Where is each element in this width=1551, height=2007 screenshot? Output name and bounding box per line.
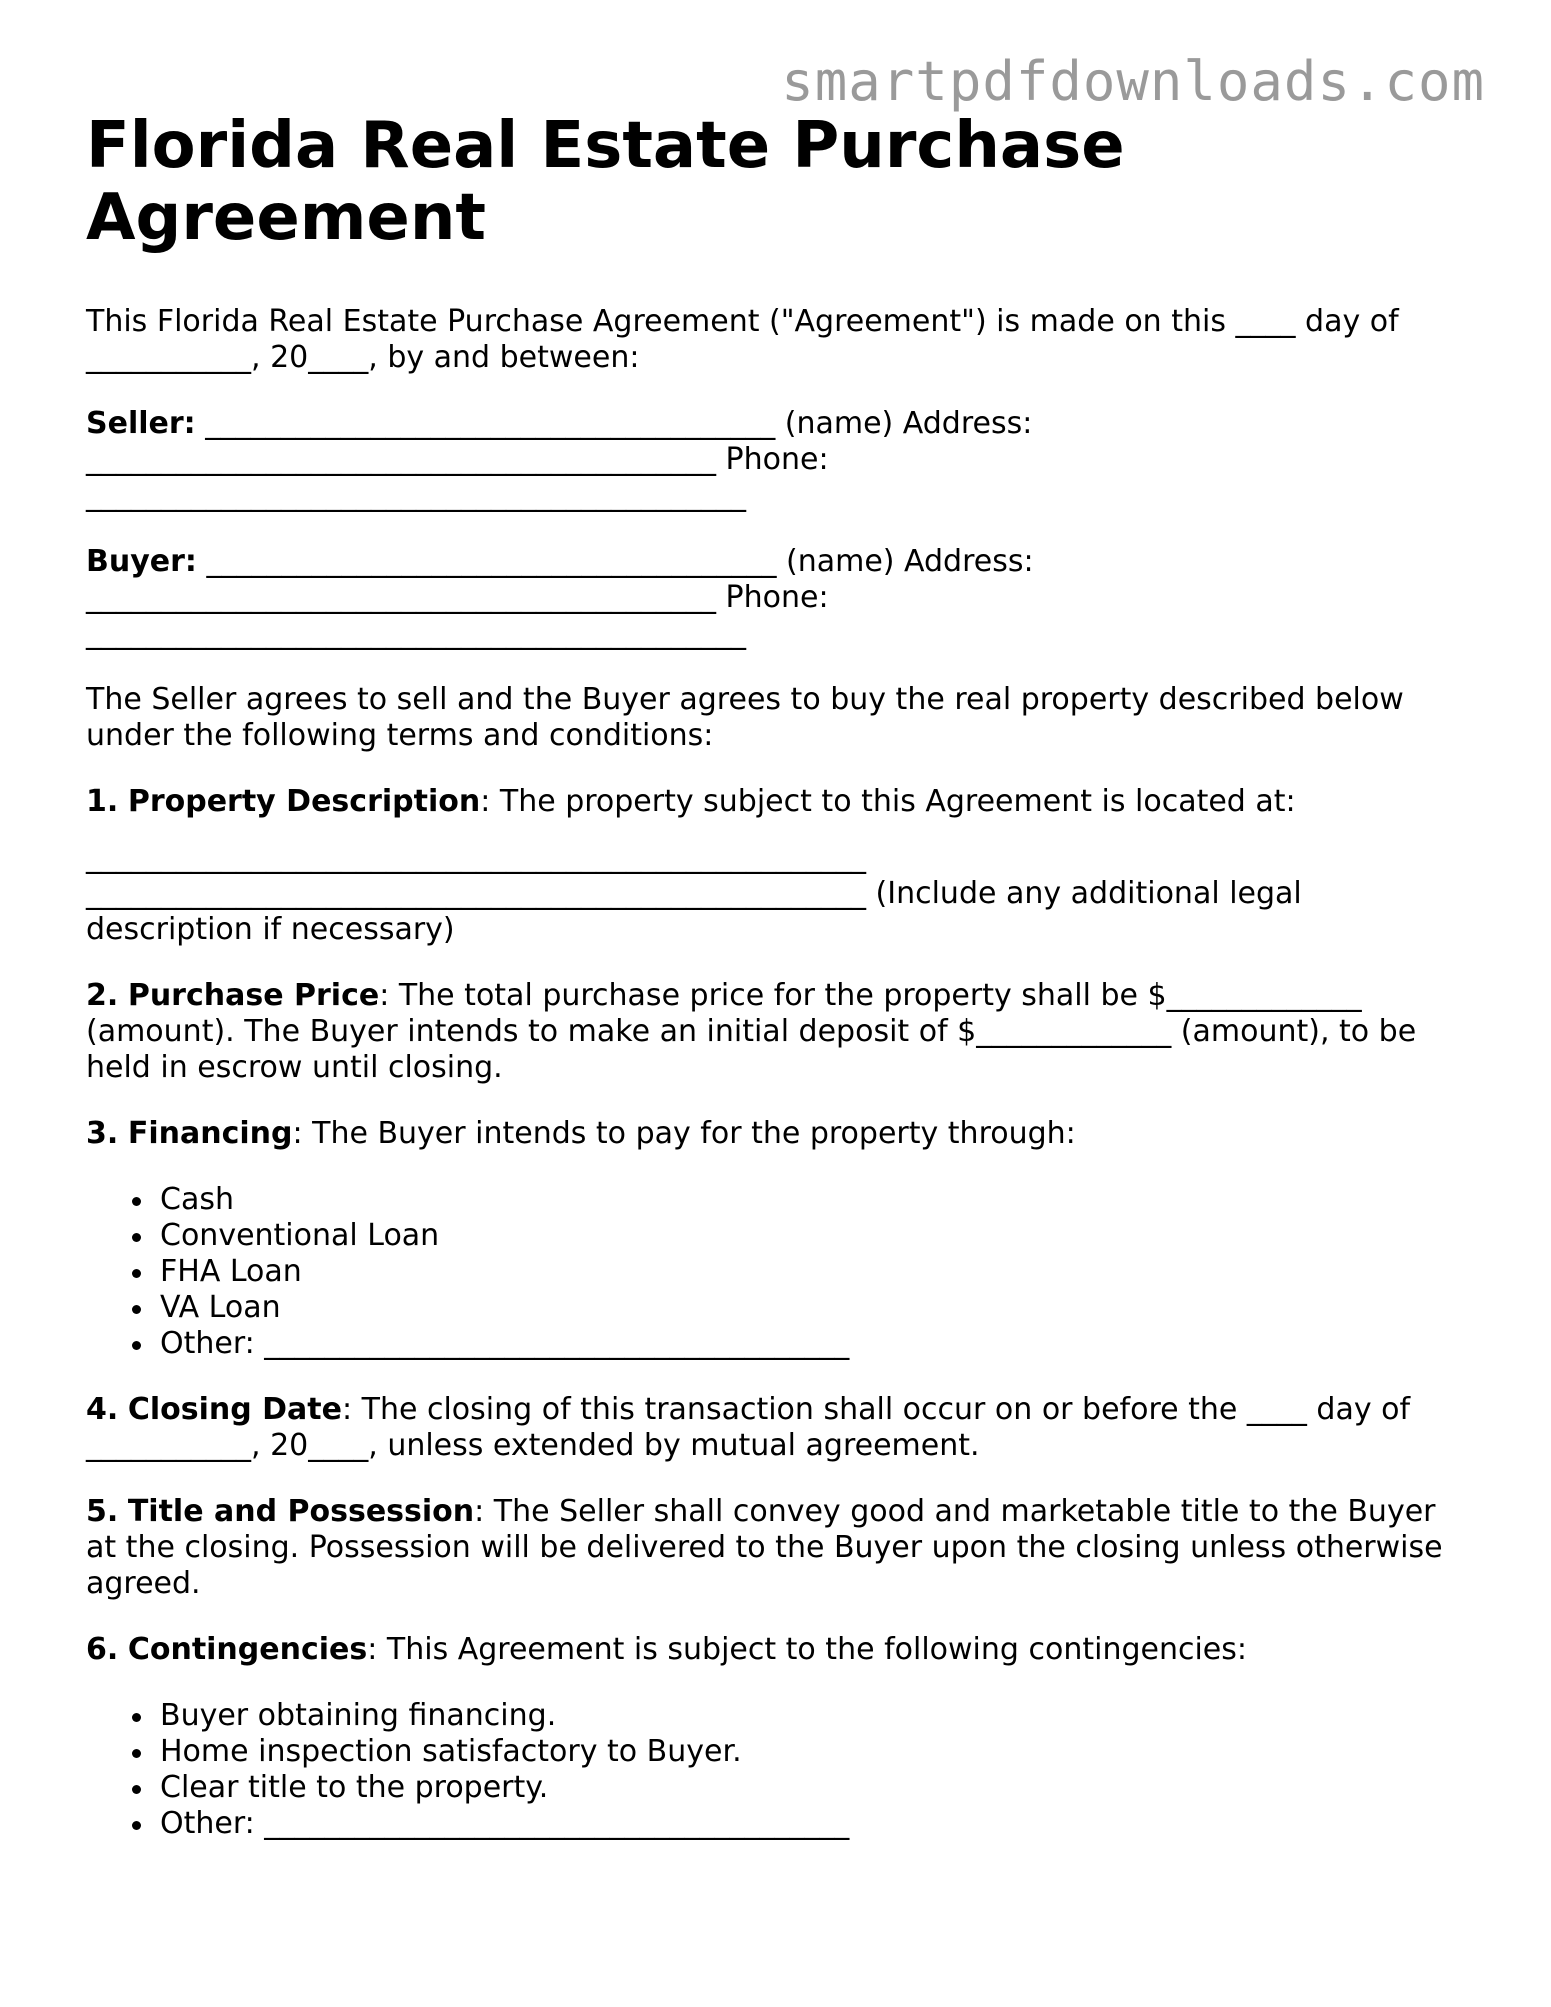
buyer-line xyxy=(86,544,1466,580)
document-body xyxy=(86,110,1466,1872)
section-heading: Property Description xyxy=(127,784,481,819)
preamble-line: The Seller agrees to sell and the Buyer agrees to buy the real property described below xyxy=(86,682,1404,717)
list-item: Conventional Loan xyxy=(160,1218,1466,1254)
section-closing-date xyxy=(86,1392,1466,1464)
financing-list xyxy=(86,1182,1466,1362)
preamble-paragraph xyxy=(86,682,1466,754)
section-text: : The property subject to this Agreement is located at: xyxy=(480,784,1296,819)
seller-name-field[interactable]: ______________________________________ (name) Address: xyxy=(195,406,1033,441)
list-item: VA Loan xyxy=(160,1290,1466,1326)
seller-label: Seller: xyxy=(86,406,196,441)
section-contingencies xyxy=(86,1632,1466,1668)
section-financing xyxy=(86,1116,1466,1152)
closing-day-field[interactable]: : The closing of this transaction shall occur on or before the ____ day of xyxy=(342,1392,1411,1427)
section-text: description if necessary) xyxy=(86,912,455,947)
deposit-field[interactable]: (amount). The Buyer intends to make an initial deposit of $_____________ (amount), to be xyxy=(86,1014,1417,1049)
section-number: 5. xyxy=(86,1494,119,1529)
buyer-address-field[interactable]: __________________________________________ Phone: xyxy=(86,580,829,615)
section-number: 6. xyxy=(86,1632,119,1667)
section-text: held in escrow until closing. xyxy=(86,1050,503,1085)
section-number: 1. xyxy=(86,784,119,819)
list-item: Home inspection satisfactory to Buyer. xyxy=(160,1734,1466,1770)
property-address-field[interactable]: ____________________________________________________ (Include any additional legal xyxy=(86,876,1302,911)
property-address-field[interactable]: ____________________________________________________ xyxy=(86,840,866,875)
seller-address-field[interactable]: __________________________________________ Phone: xyxy=(86,442,829,477)
intro-line: ___________, 20____, by and between: xyxy=(86,340,640,375)
section-text: : The Seller shall convey good and marketable title to the Buyer xyxy=(474,1494,1436,1529)
purchase-price-field[interactable]: : The total purchase price for the property shall be $_____________ xyxy=(379,978,1362,1013)
intro-line: This Florida Real Estate Purchase Agreement ("Agreement") is made on this ____ day of xyxy=(86,304,1399,339)
financing-other-field[interactable]: Other: _______________________________________ xyxy=(160,1326,1466,1362)
seller-phone-field[interactable]: ____________________________________________ xyxy=(86,478,746,513)
watermark: smartpdfdownloads.com xyxy=(781,50,1485,113)
buyer-label: Buyer: xyxy=(86,544,197,579)
section-heading: Purchase Price xyxy=(127,978,380,1013)
section-number: 4. xyxy=(86,1392,119,1427)
section-heading: Financing xyxy=(127,1116,293,1151)
section-title-possession xyxy=(86,1494,1466,1602)
section-number: 2. xyxy=(86,978,119,1013)
intro-paragraph xyxy=(86,304,1466,376)
section-text: agreed. xyxy=(86,1566,201,1601)
section-text: : This Agreement is subject to the following contingencies: xyxy=(367,1632,1247,1667)
list-item: Clear title to the property. xyxy=(160,1770,1466,1806)
seller-block xyxy=(86,406,1466,514)
list-item: FHA Loan xyxy=(160,1254,1466,1290)
list-item: Buyer obtaining financing. xyxy=(160,1698,1466,1734)
section-heading: Title and Possession xyxy=(127,1494,475,1529)
buyer-phone-field[interactable]: ____________________________________________ xyxy=(86,616,746,651)
section-purchase-price xyxy=(86,978,1466,1086)
preamble-line: under the following terms and conditions: xyxy=(86,718,714,753)
closing-month-field[interactable]: ___________, 20____, unless extended by mutual agreement. xyxy=(86,1428,980,1463)
section-heading: Contingencies xyxy=(127,1632,368,1667)
section-property-description xyxy=(86,784,1466,948)
section-text: at the closing. Possession will be delivered to the Buyer upon the closing unless otherwise xyxy=(86,1530,1443,1565)
section-number: 3. xyxy=(86,1116,119,1151)
contingency-other-field[interactable]: Other: _______________________________________ xyxy=(160,1806,1466,1842)
section-heading: Closing Date xyxy=(127,1392,342,1427)
contingencies-list xyxy=(86,1698,1466,1842)
buyer-name-field[interactable]: ______________________________________ (name) Address: xyxy=(196,544,1034,579)
buyer-block xyxy=(86,544,1466,652)
section-text: : The Buyer intends to pay for the property through: xyxy=(292,1116,1076,1151)
page-title: Florida Real Estate Purchase Agreement xyxy=(86,109,1125,255)
list-item: Cash xyxy=(160,1182,1466,1218)
seller-line xyxy=(86,406,1466,442)
